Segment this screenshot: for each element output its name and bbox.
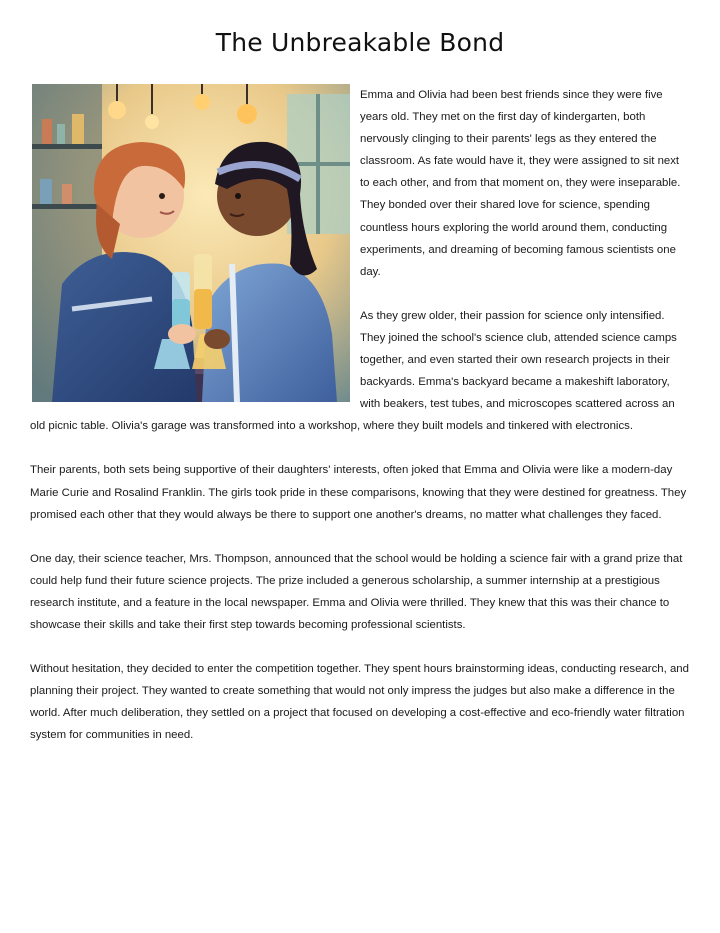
illustration-two-girls-lab	[32, 84, 350, 402]
paragraph-1: Emma and Olivia had been best friends since they were five years old. They met on the first day of kindergarten, both nervously clinging to their parents' legs as they entered the classroom. As fate would have it, they were assigned to sit next to each other, and from that moment on, they were inseparable. They bonded over their shared love for science, spending countless hours exploring the world around them, conducting experiments, and dreaming of becoming famous scientists one day.	[360, 89, 681, 278]
paragraph-3: Their parents, both sets being supportive of their daughters' interests, often joked that Emma and Olivia were like a modern-day Marie Curie and Rosalind Franklin. The girls took pride in these comparisons, knowing that they were destined for greatness. They promised each other that they would always be there to support one another's dreams, no matter what challenges they faced.	[30, 464, 687, 521]
paragraph-4: One day, their science teacher, Mrs. Thompson, announced that the school would be holding a science fair with a grand prize that could help fund their future science projects. The prize included a generous scholarship, a summer internship at a prestigious research institute, and a feature in the local newspaper. Emma and Olivia were thrilled. They knew that this was their chance to showcase their skills and take their first step towards becoming professional scientists.	[30, 552, 683, 631]
paragraph-2: As they grew older, their passion for science only intensified. They joined the school's science club, attended science camps together, and even started their own research projects in their backyards. Emma's backyard became a makeshift laboratory, with beakers, test tubes, and microscopes scattered across an old picnic table. Olivia's garage was transformed into a workshop, where they built models and tinkered with electronics.	[30, 309, 677, 433]
document-title: The Unbreakable Bond	[215, 28, 505, 57]
paragraph-5: Without hesitation, they decided to enter the competition together. They spent hours brainstorming ideas, conducting research, and planning their project. They wanted to create something that would not only impress the judges but also make a difference in the world. After much deliberation, they settled on a project that focused on developing a cost-effective and eco-friendly water filtration system for communities in need.	[30, 663, 689, 742]
document-body	[30, 84, 690, 768]
